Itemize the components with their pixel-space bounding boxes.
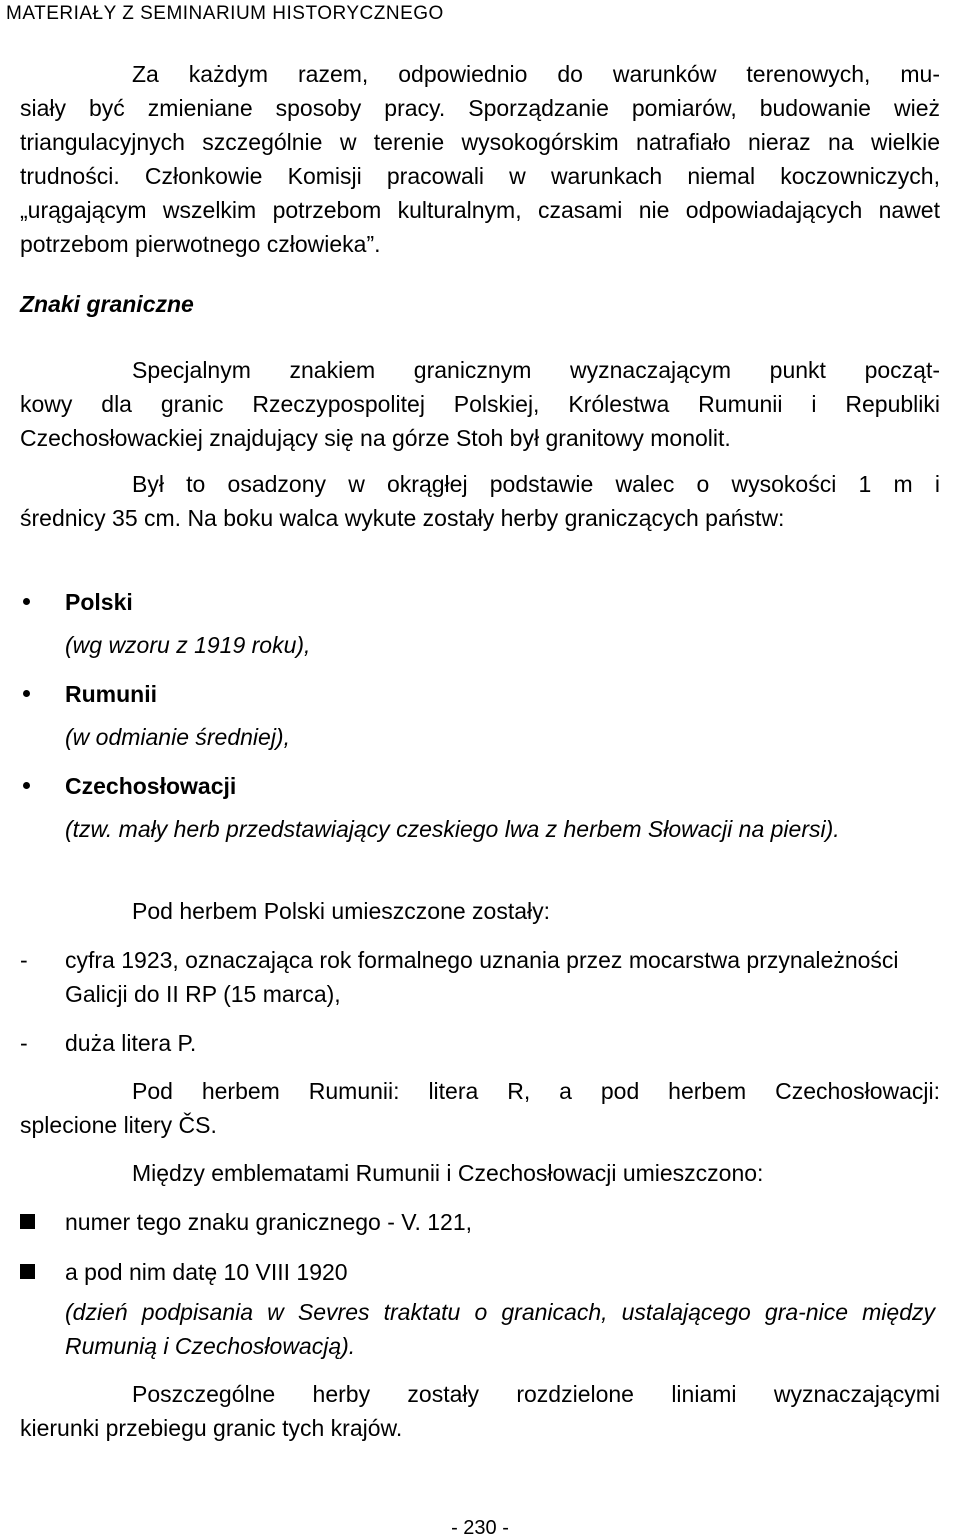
under-polish-intro-text: Pod herbem Polski umieszczone zostały:	[132, 898, 551, 924]
under-polish-intro	[20, 894, 940, 928]
dash-item-text: cyfra 1923, oznaczająca rok formalnego uznania przez mocarstwa przynależności Galicji do II RP (15 marca),	[65, 947, 899, 1007]
coat-name: Rumunii	[65, 681, 157, 707]
dash-marker: -	[20, 1030, 28, 1056]
dash-marker: -	[20, 947, 28, 973]
coat-note: (wg wzoru z 1919 roku),	[65, 632, 311, 658]
intro-paragraph	[20, 57, 940, 261]
p1-first-line: Specjalnym znakiem granicznym wyznaczającym punkt począt-	[132, 357, 940, 383]
between-intro	[20, 1156, 940, 1190]
intro-first-line: Za każdym razem, odpowiednio do warunków terenowych, mu-	[132, 61, 940, 87]
under-others-rest: splecione litery ČS.	[20, 1112, 217, 1138]
coat-note: (w odmianie średniej),	[65, 724, 290, 750]
coat-note: (tzw. mały herb przedstawiający czeskiego lwa z herbem Słowacji na piersi).	[65, 816, 840, 842]
square-item-text: numer tego znaku granicznego - V. 121,	[65, 1209, 473, 1235]
under-others-first-line: Pod herbem Rumunii: litera R, a pod herbem Czechosłowacji:	[132, 1078, 940, 1104]
bullet-dot-icon	[20, 677, 50, 711]
bullet-dot-icon	[20, 585, 50, 619]
paragraph-closing	[20, 1377, 940, 1445]
bullet-dot-icon	[20, 769, 50, 803]
coat-name: Czechosłowacji	[65, 773, 237, 799]
square-bullet-icon	[20, 1255, 50, 1289]
paragraph-under-others	[20, 1074, 940, 1142]
closing-first-line: Poszczególne herby zostały rozdzielone liniami wyznaczającymi	[132, 1381, 940, 1407]
paragraph-cylinder	[20, 467, 940, 535]
intro-rest: siały być zmieniane sposoby pracy. Sporządzanie pomiarów, budowanie wież triangulacyjnych szczególnie w terenie wysokogórskim natrafiało nieraz na wielkie trudności. Członkowie Komisji pracowali w warunkach niemal koczowniczych, „urągającym wszelkim potrzebom kulturalnym, czasami nie odpowiadających nawet potrzebom pierwotnego człowieka”.	[20, 95, 940, 257]
p2-first-line: Był to osadzony w okrągłej podstawie walec o wysokości 1 m i	[132, 471, 940, 497]
dash-item-text: duża litera P.	[65, 1030, 197, 1056]
closing-rest: kierunki przebiegu granic tych krajów.	[20, 1415, 403, 1441]
square-item-text: a pod nim datę 10 VIII 1920	[65, 1259, 348, 1285]
square-bullet-icon	[20, 1205, 50, 1239]
coat-name: Polski	[65, 589, 133, 615]
paragraph-monolith	[20, 353, 940, 455]
p2-rest: średnicy 35 cm. Na boku walca wykute zostały herby graniczących państw:	[20, 505, 785, 531]
running-header: MATERIAŁY Z SEMINARIUM HISTORYCZNEGO	[6, 3, 444, 24]
between-intro-text: Między emblematami Rumunii i Czechosłowacji umieszczono:	[132, 1160, 764, 1186]
page-number: - 230 -	[451, 1517, 509, 1539]
date-note: (dzień podpisania w Sevres traktatu o granicach, ustalającego gra-nice między Rumunią i Czechosłowacją).	[65, 1299, 935, 1359]
section-heading: Znaki graniczne	[20, 291, 194, 317]
p1-rest: kowy dla granic Rzeczypospolitej Polskiej, Królestwa Rumunii i Republiki Czechosłowackiej znajdujący się na górze Stoh był granitowy monolit.	[20, 391, 940, 451]
